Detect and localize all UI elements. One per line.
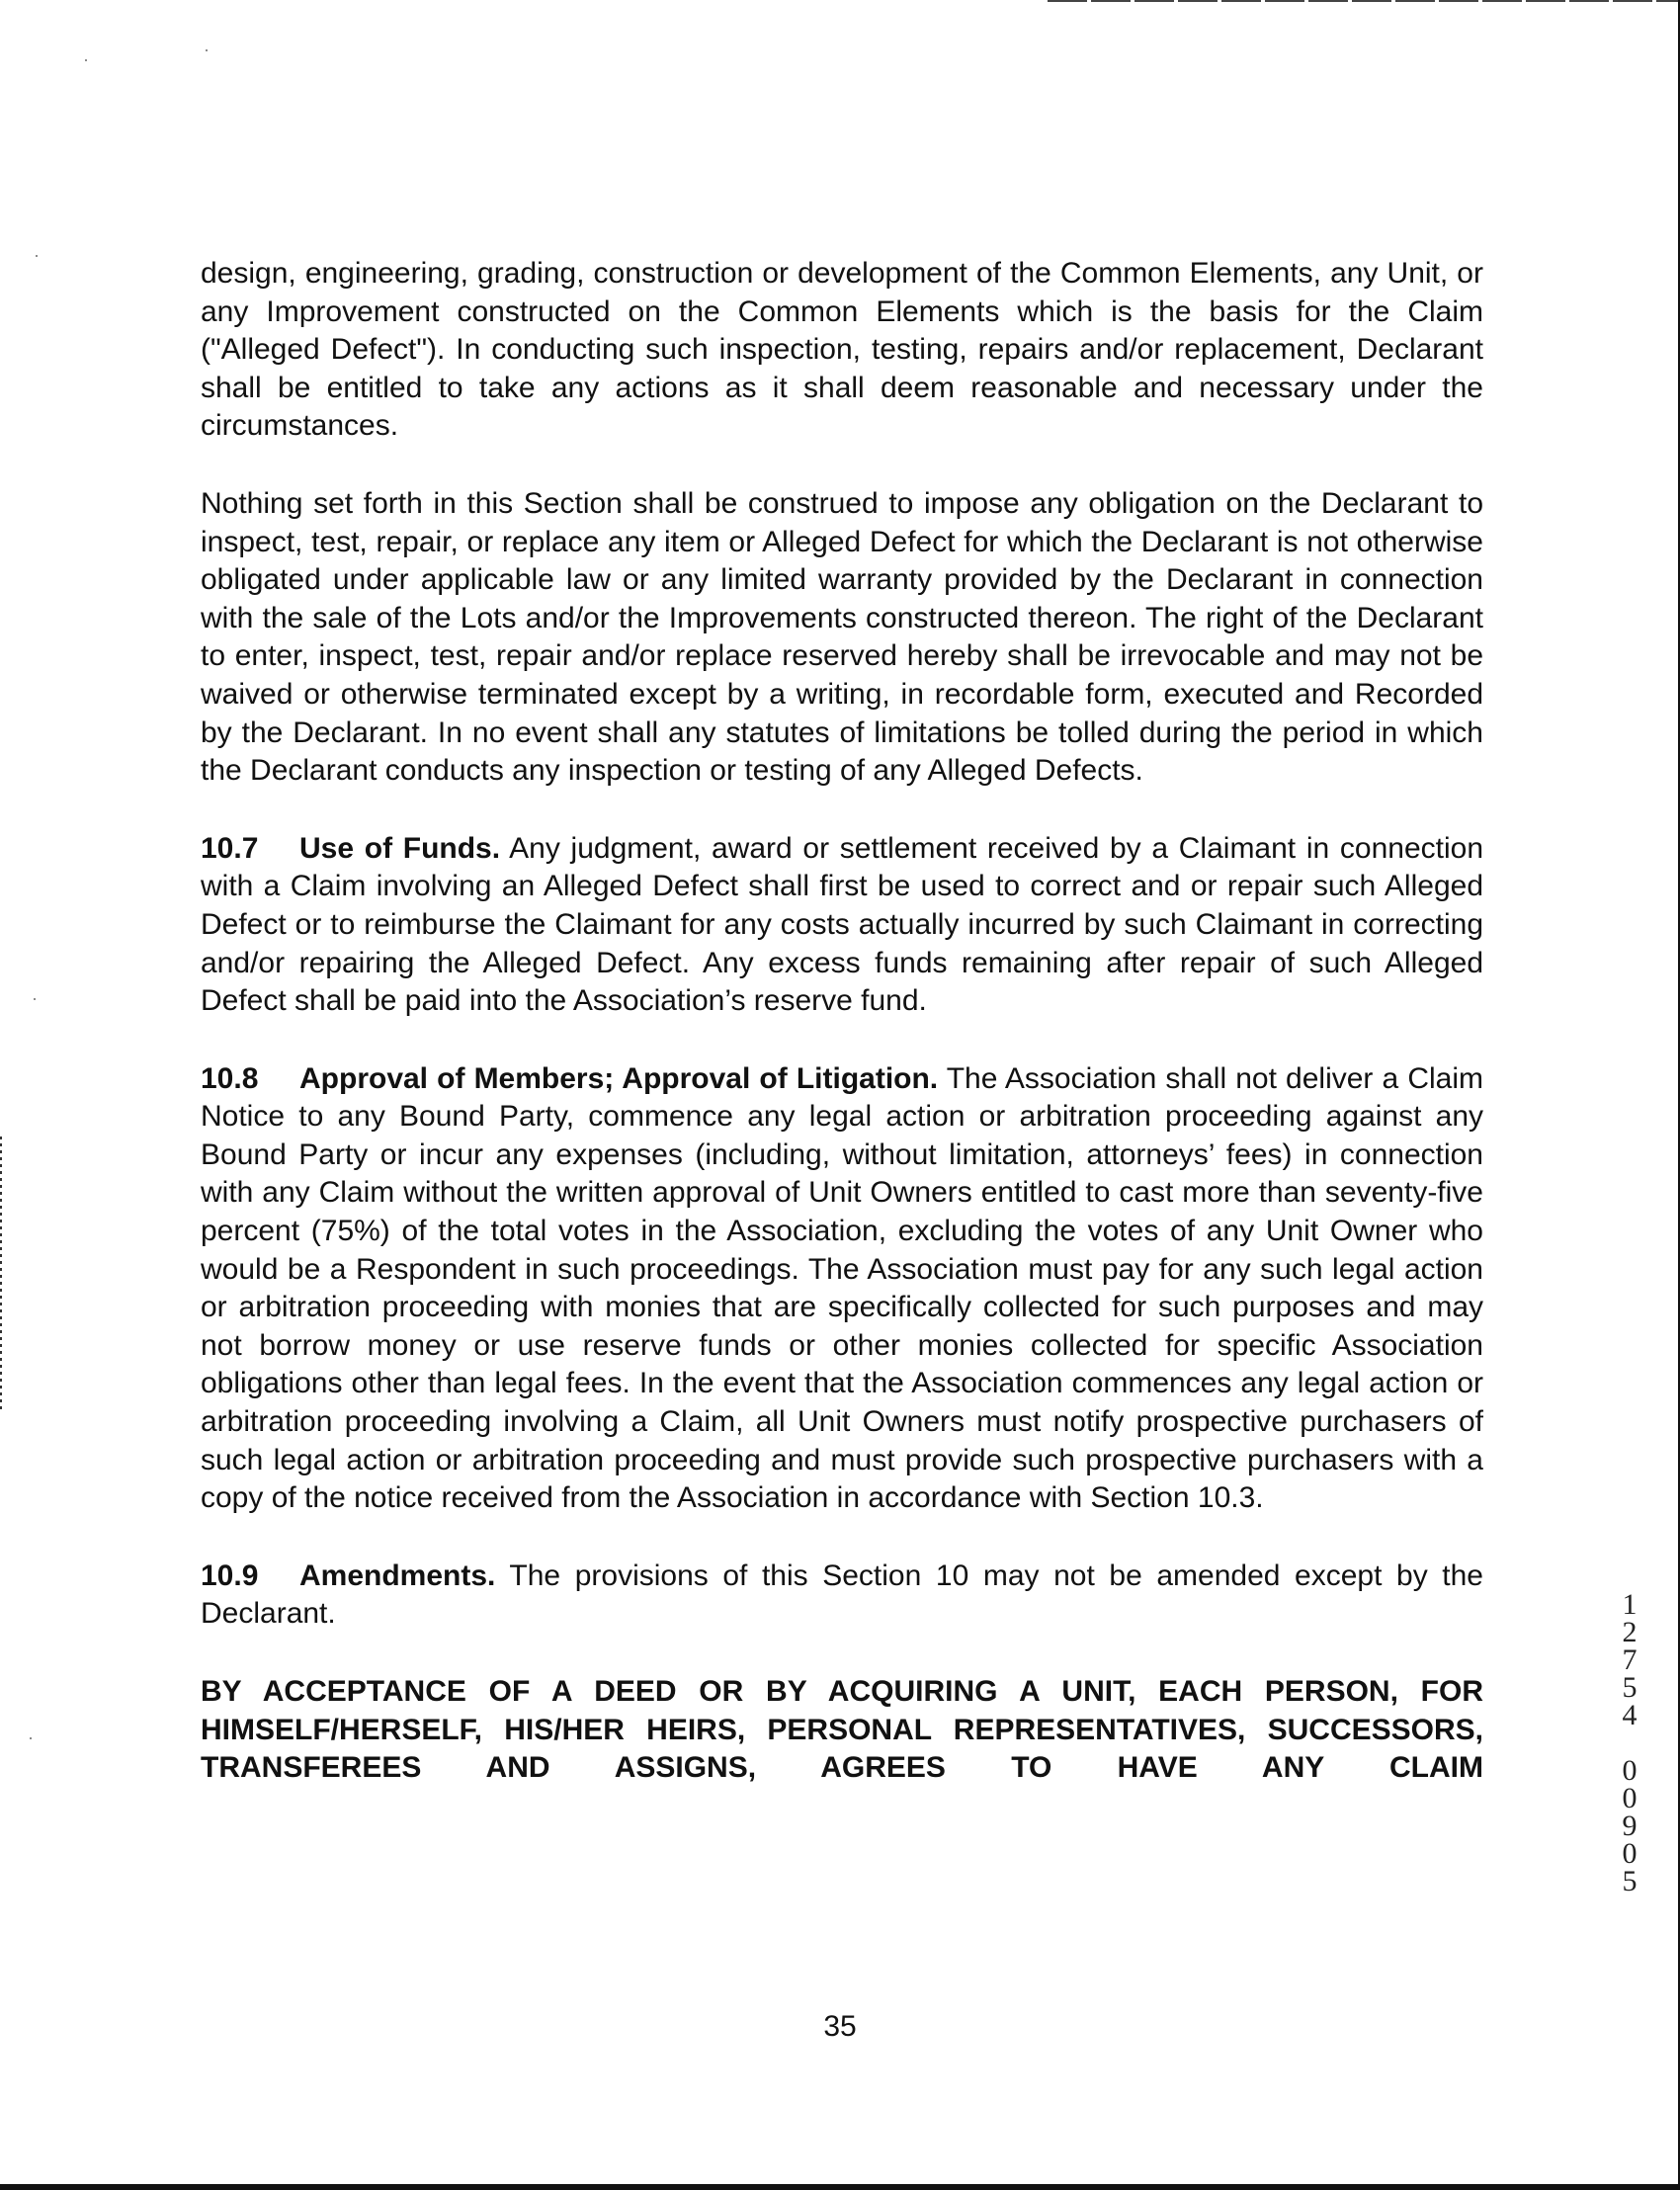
scan-edge-top	[1048, 0, 1680, 2]
stamp-digit: 4	[1622, 1699, 1638, 1731]
section-heading: Approval of Members; Approval of Litigation.	[299, 1061, 939, 1095]
recording-stamp	[1613, 1588, 1646, 1897]
section-number: 10.9	[201, 1558, 259, 1592]
section-body: The Association shall not deliver a Claim Notice to any Bound Party, commence any legal action or arbitration proceeding against any Bound Party or incur any expenses (including, without limitation, attorneys’ fees) in connection with any Claim without the written approval of Unit Owners entitled to cast more than seventy-five percent (75%) of the total votes in the Association, excluding the votes of any Unit Owner who would be a Respondent in such proceedings. The Association must pay for any such legal action or arbitration proceeding with monies that are specifically collected for such purposes and may not borrow money or use reserve funds or other monies collected for specific Association obligations other than legal fees. In the event that the Association commences any legal action or arbitration proceeding involving a Claim, all Unit Owners must notify prospective purchasers of such legal action or arbitration proceeding and must provide such prospective purchasers with a copy of the notice received from the Association in accordance with Section 10.3.	[201, 1061, 1484, 1515]
section-heading: Amendments.	[299, 1558, 496, 1592]
section-10-8	[201, 1060, 1483, 1518]
stamp-digit: 9	[1622, 1810, 1638, 1842]
stamp-digit: 1	[1622, 1588, 1638, 1621]
paragraph-no-obligation: Nothing set forth in this Section shall be construed to impose any obligation on the Declarant to inspect, test, repair, or replace any item or Alleged Defect for which the Declarant is not otherwise obligated under applicable law or any limited warranty provided by the Declarant in connection with the sale of the Lots and/or the Improvements constructed thereon. The right of the Declarant to enter, inspect, test, repair and/or replace reserved hereby shall be irrevocable and may not be waived or otherwise terminated except by a writing, in recordable form, executed and Recorded by the Declarant. In no event shall any statutes of limitations be tolled during the period in which the Declarant conducts any inspection or testing of any Alleged Defects.	[201, 486, 1483, 788]
scan-speck	[85, 59, 87, 61]
scan-speck	[30, 1737, 32, 1739]
scan-edge-bottom	[0, 2184, 1680, 2190]
stamp-digit: 5	[1622, 1671, 1638, 1704]
stamp-digit: 7	[1622, 1643, 1638, 1676]
paragraph-alleged-defect: design, engineering, grading, construction or development of the Common Elements, any Unit, or any Improvement constructed on the Common Elements which is the basis for the Claim ("Alleged Defect"). In conducting such inspection, testing, repairs and/or replacement, Declarant shall be entitled to take any actions as it shall deem reasonable and necessary under the circumstances.	[201, 257, 1483, 443]
section-number: 10.8	[201, 1061, 259, 1095]
stamp-gap	[1613, 1729, 1646, 1757]
section-body: The provisions of this Section 10 may not be amended except by the Declarant.	[201, 1558, 1483, 1631]
section-10-9	[201, 1558, 1483, 1634]
scan-edge-left	[0, 1137, 2, 1413]
scan-speck	[36, 255, 38, 257]
scan-speck	[206, 49, 208, 51]
section-heading: Use of Funds.	[299, 831, 501, 865]
stamp-digit: 0	[1622, 1782, 1638, 1814]
stamp-digit: 5	[1622, 1865, 1638, 1897]
section-10-7	[201, 830, 1483, 1021]
stamp-digit: 0	[1622, 1754, 1638, 1787]
scan-speck	[34, 998, 36, 1000]
acceptance-clause: BY ACCEPTANCE OF A DEED OR BY ACQUIRING A UNIT, EACH PERSON, FOR HIMSELF/HERSELF, HIS/HER HEIRS, PERSONAL REPRESENTATIVES, SUCCESSORS, TRANSFEREES AND ASSIGNS, AGREES TO HAVE ANY CLAIM	[201, 1675, 1483, 1785]
document-body	[201, 255, 1483, 1827]
section-body: Any judgment, award or settlement received by a Claimant in connection with a Claim involving an Alleged Defect shall first be used to correct and or repair such Alleged Defect or to reimburse the Claimant for any costs actually incurred by such Claimant in correcting and/or repairing the Alleged Defect. Any excess funds remaining after repair of such Alleged Defect shall be paid into the Association’s reserve fund.	[201, 831, 1483, 1018]
page-number: 35	[823, 2010, 857, 2043]
stamp-digit: 0	[1622, 1837, 1638, 1870]
stamp-digit: 2	[1622, 1616, 1638, 1648]
section-number: 10.7	[201, 831, 259, 865]
